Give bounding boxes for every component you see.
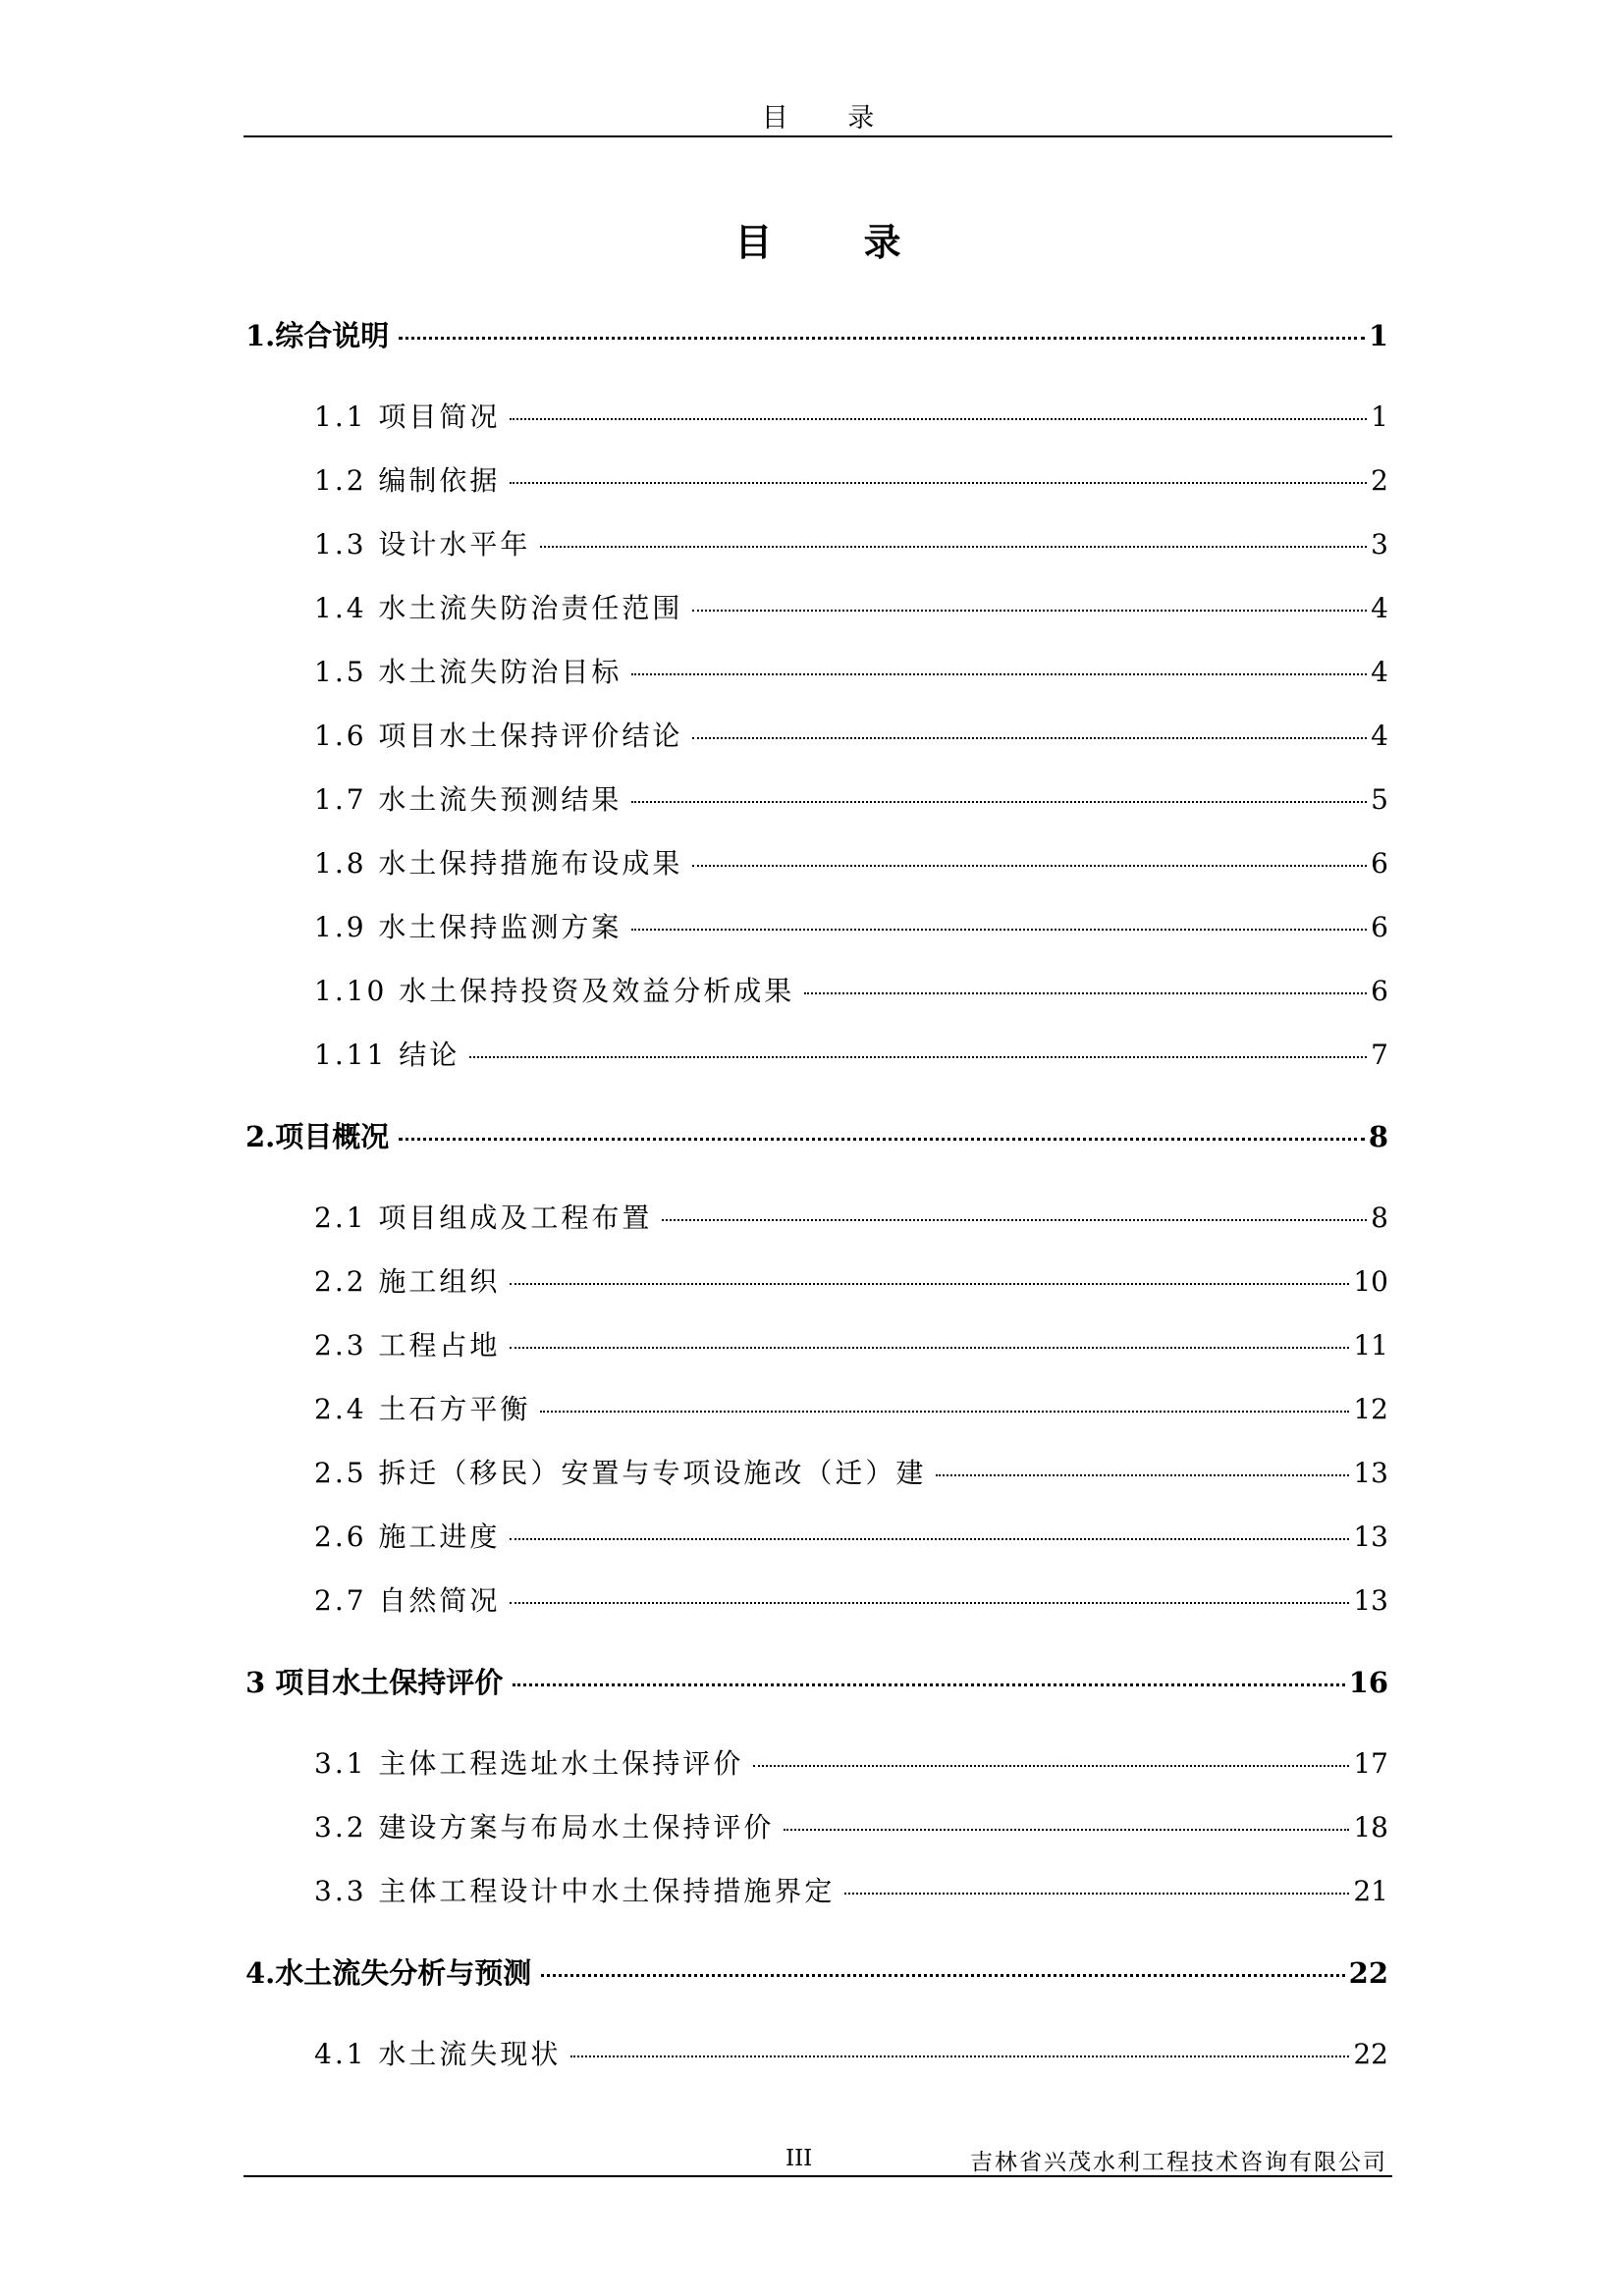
- toc-entry-label: 1.1 项目简况: [314, 400, 501, 433]
- toc-entry-label: 3 项目水土保持评价: [245, 1666, 504, 1699]
- toc-section-entry[interactable]: [314, 653, 1388, 692]
- toc-dot-leader: [936, 1474, 1349, 1476]
- toc-dot-leader: [510, 1538, 1349, 1540]
- toc-section-entry[interactable]: [314, 1872, 1388, 1911]
- toc-entry-label: 1.7 水土流失预测结果: [314, 783, 623, 816]
- toc-entry-label: 1.9 水土保持监测方案: [314, 911, 623, 943]
- toc-dot-leader: [784, 1829, 1349, 1831]
- toc-dot-leader: [692, 865, 1367, 867]
- toc-entry-label: 2.5 拆迁（移民）安置与专项设施改（迁）建: [314, 1457, 927, 1489]
- footer-company-name: 吉林省兴茂水利工程技术咨询有限公司: [970, 2150, 1387, 2175]
- toc-entry-label: 1.10 水土保持投资及效益分析成果: [314, 975, 795, 1007]
- toc-entry-page: 21: [1353, 1875, 1388, 1907]
- toc-entry-page: 22: [1348, 1956, 1388, 1990]
- toc-entry-label: 4.水土流失分析与预测: [245, 1956, 532, 1990]
- toc-entry-page: 8: [1368, 1120, 1388, 1153]
- toc-entry-label: 2.2 施工组织: [314, 1265, 501, 1298]
- toc-section-entry[interactable]: [314, 780, 1388, 820]
- toc-entry-label: 2.7 自然简况: [314, 1584, 501, 1617]
- toc-dot-leader: [804, 992, 1367, 994]
- header-rule: [244, 135, 1392, 137]
- toc-entry-label: 4.1 水土流失现状: [314, 2038, 562, 2070]
- toc-entry-page: 1: [1371, 400, 1388, 433]
- toc-section-entry[interactable]: [314, 1199, 1388, 1238]
- toc-section-entry[interactable]: [314, 589, 1388, 628]
- toc-dot-leader: [513, 1683, 1344, 1686]
- toc-section-entry[interactable]: [314, 461, 1388, 501]
- toc-entry-page: 22: [1353, 2038, 1388, 2070]
- toc-entry-page: 2: [1371, 464, 1388, 497]
- footer-page-number: III: [785, 2146, 813, 2171]
- toc-dot-leader: [631, 929, 1367, 931]
- toc-entry-page: 16: [1348, 1666, 1388, 1699]
- toc-dot-leader: [540, 546, 1367, 548]
- toc-dot-leader: [692, 610, 1367, 612]
- toc-dot-leader: [540, 1411, 1349, 1413]
- toc-section-entry[interactable]: [314, 717, 1388, 756]
- toc-entry-label: 2.1 项目组成及工程布置: [314, 1201, 653, 1234]
- toc-dot-leader: [844, 1893, 1349, 1895]
- toc-section-entry[interactable]: [314, 1036, 1388, 1075]
- toc-chapter-entry[interactable]: [245, 1953, 1388, 1993]
- toc-entry-label: 2.项目概况: [245, 1120, 390, 1153]
- toc-section-entry[interactable]: [314, 1744, 1388, 1784]
- toc-entry-page: 6: [1371, 911, 1388, 943]
- toc-section-entry[interactable]: [314, 1390, 1388, 1429]
- toc-dot-leader: [510, 418, 1367, 420]
- toc-entry-label: 1.4 水土流失防治责任范围: [314, 592, 683, 624]
- toc-section-entry[interactable]: [314, 1808, 1388, 1847]
- toc-dot-leader: [692, 737, 1367, 739]
- toc-section-entry[interactable]: [314, 1518, 1388, 1557]
- toc-entry-label: 3.1 主体工程选址水土保持评价: [314, 1747, 744, 1780]
- toc-entry-label: 1.综合说明: [245, 319, 390, 352]
- toc-chapter-entry[interactable]: [245, 1663, 1388, 1702]
- toc-entry-label: 1.6 项目水土保持评价结论: [314, 720, 683, 752]
- toc-section-entry[interactable]: [314, 1326, 1388, 1365]
- toc-dot-leader: [399, 337, 1365, 340]
- toc-section-entry[interactable]: [314, 1262, 1388, 1302]
- toc-entry-page: 6: [1371, 975, 1388, 1007]
- toc-dot-leader: [510, 482, 1367, 484]
- toc-dot-leader: [510, 1283, 1349, 1285]
- toc-entry-page: 8: [1371, 1201, 1388, 1234]
- toc-entry-page: 11: [1353, 1329, 1388, 1362]
- toc-section-entry[interactable]: [314, 2035, 1388, 2074]
- toc-dot-leader: [631, 673, 1367, 675]
- toc-dot-leader: [510, 1602, 1349, 1604]
- toc-section-entry[interactable]: [314, 972, 1388, 1011]
- toc-entry-page: 4: [1371, 720, 1388, 752]
- toc-entry-label: 1.8 水土保持措施布设成果: [314, 847, 683, 880]
- toc-dot-leader: [631, 801, 1367, 803]
- toc-entry-page: 4: [1371, 656, 1388, 688]
- toc-entry-page: 12: [1353, 1393, 1388, 1425]
- toc-entry-label: 3.3 主体工程设计中水土保持措施界定: [314, 1875, 836, 1907]
- toc-entry-label: 1.11 结论: [314, 1039, 460, 1071]
- toc-entry-page: 6: [1371, 847, 1388, 880]
- toc-entry-page: 18: [1353, 1811, 1388, 1843]
- toc-chapter-entry[interactable]: [245, 316, 1388, 355]
- toc-entry-page: 3: [1371, 528, 1388, 561]
- toc-entry-label: 1.2 编制依据: [314, 464, 501, 497]
- toc-entry-page: 13: [1353, 1521, 1388, 1553]
- toc-dot-leader: [662, 1219, 1367, 1221]
- running-header: 目 录: [761, 103, 900, 133]
- toc-entry-label: 2.6 施工进度: [314, 1521, 501, 1553]
- toc-dot-leader: [541, 1974, 1344, 1977]
- toc-section-entry[interactable]: [314, 1454, 1388, 1493]
- toc-entry-label: 1.5 水土流失防治目标: [314, 656, 623, 688]
- toc-entry-page: 1: [1368, 319, 1388, 352]
- toc-dot-leader: [570, 2056, 1349, 2057]
- toc-entry-label: 2.3 工程占地: [314, 1329, 501, 1362]
- toc-entry-page: 7: [1371, 1039, 1388, 1071]
- toc-entry-page: 17: [1353, 1747, 1388, 1780]
- toc-entry-page: 4: [1371, 592, 1388, 624]
- toc-section-entry[interactable]: [314, 398, 1388, 437]
- toc-dot-leader: [510, 1347, 1349, 1349]
- toc-section-entry[interactable]: [314, 844, 1388, 883]
- toc-dot-leader: [753, 1765, 1349, 1767]
- toc-entry-label: 1.3 设计水平年: [314, 528, 531, 561]
- toc-entry-label: 3.2 建设方案与布局水土保持评价: [314, 1811, 775, 1843]
- toc-chapter-entry[interactable]: [245, 1117, 1388, 1156]
- toc-section-entry[interactable]: [314, 1581, 1388, 1621]
- toc-dot-leader: [399, 1138, 1365, 1141]
- toc-entry-page: 10: [1353, 1265, 1388, 1298]
- toc-entry-page: 13: [1353, 1584, 1388, 1617]
- toc-title: 目 录: [734, 220, 941, 264]
- toc-entry-page: 5: [1371, 783, 1388, 816]
- toc-dot-leader: [469, 1056, 1367, 1058]
- toc-entry-label: 2.4 土石方平衡: [314, 1393, 531, 1425]
- toc-section-entry[interactable]: [314, 908, 1388, 947]
- toc-section-entry[interactable]: [314, 525, 1388, 564]
- toc-entry-page: 13: [1353, 1457, 1388, 1489]
